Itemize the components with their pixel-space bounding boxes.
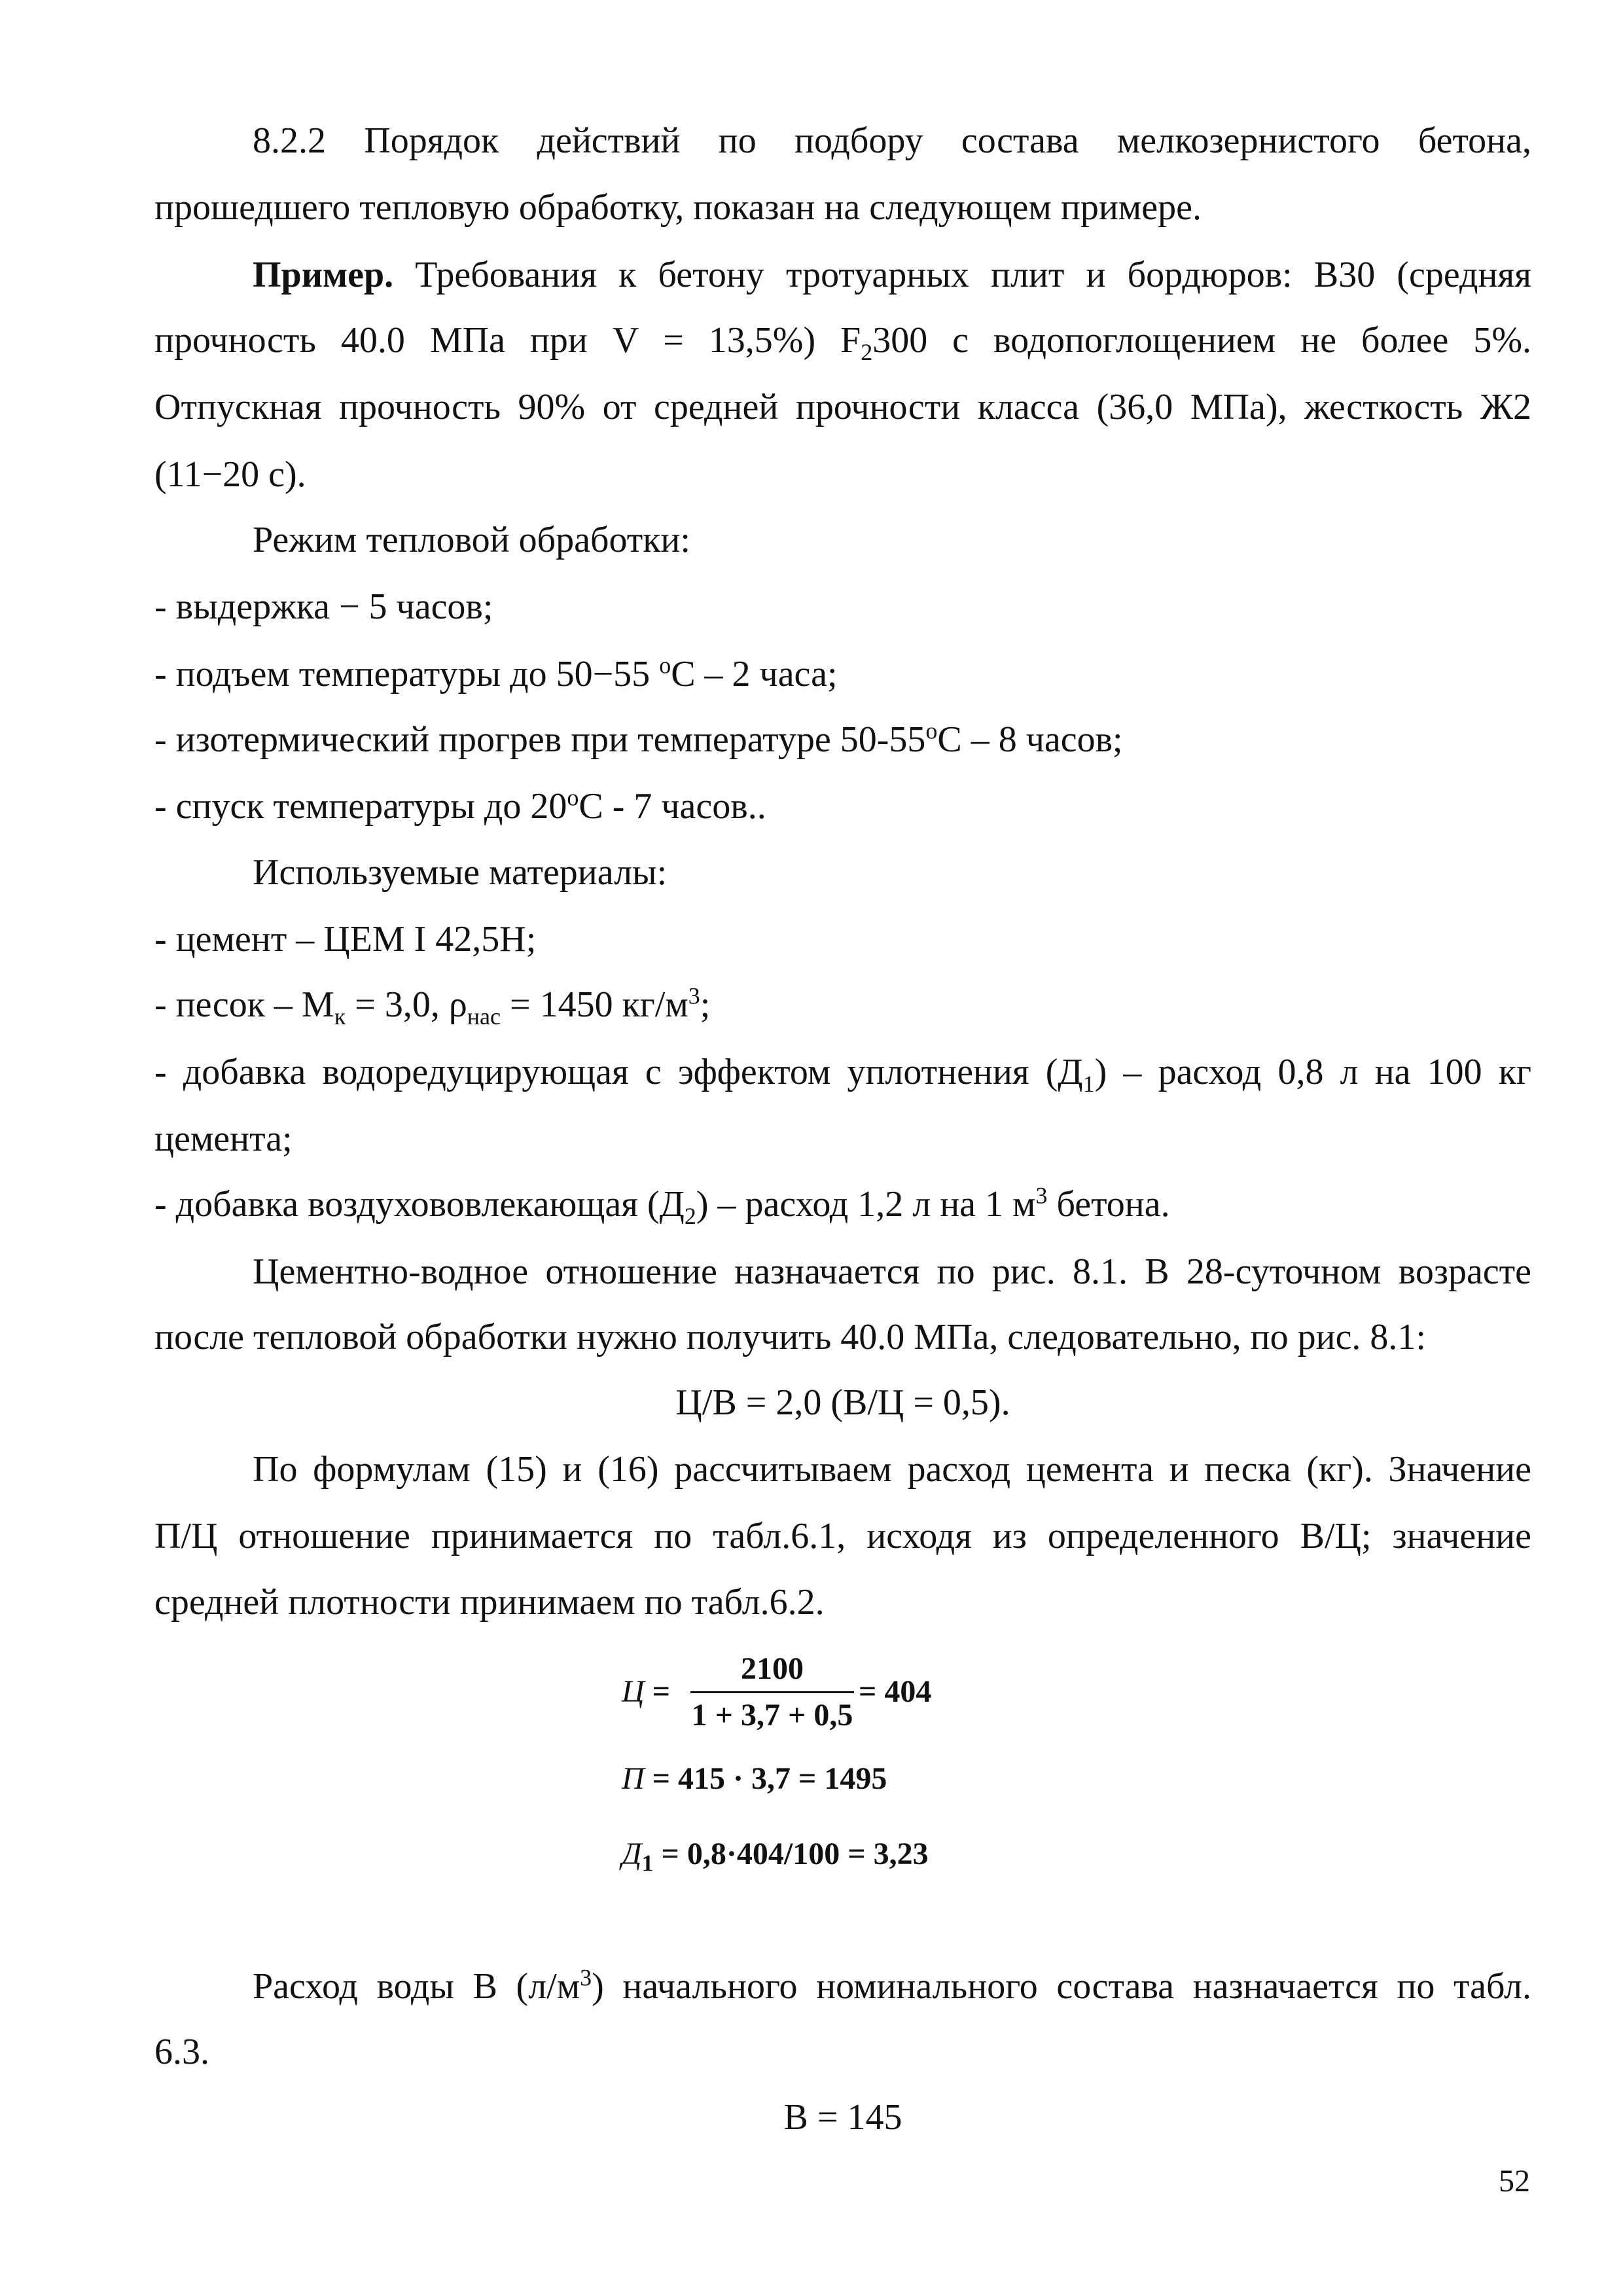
example-line-3: Отпускная прочность 90% от средней прочности класса (36,0 МПа), жесткость Ж2 xyxy=(154,387,1531,427)
water-line-1-sup: 3 xyxy=(580,1964,592,1991)
cement-denominator: 1 + 3,7 + 0,5 xyxy=(691,1698,853,1732)
sand-expression: = 415 · 3,7 = 1495 xyxy=(644,1761,887,1796)
example-line-2-a: прочность 40.0 МПа при V = 13,5%) F xyxy=(154,320,861,361)
water-line-1-b: ) начального номинального состава назначается по табл. xyxy=(592,1966,1532,2007)
formula-sand xyxy=(622,1759,887,1799)
materials-additive-1-line-2: цемента; xyxy=(154,1119,293,1159)
cement-symbol: Ц xyxy=(622,1674,645,1709)
water-line-1 xyxy=(253,1964,1531,2009)
additive-1-sub: 1 xyxy=(1082,1071,1095,1098)
sand-c: = 1450 кг/м xyxy=(501,984,688,1025)
sand-sub-1: к xyxy=(334,1003,346,1030)
example-line-4: (11−20 с). xyxy=(154,454,306,495)
water-result: В = 145 xyxy=(783,2097,902,2138)
heat-item-3-sup: о xyxy=(925,717,938,744)
heat-item-4-b: С - 7 часов.. xyxy=(579,786,766,827)
heat-item-2-sup: о xyxy=(659,652,671,679)
section-heading-line-2: прошедшего тепловую обработку, показан на следующем примере. xyxy=(154,187,1202,228)
formulas-intro-line-2: П/Ц отношение принимается по табл.6.1, исходя из определенного В/Ц; значение xyxy=(154,1516,1531,1556)
example-line-1 xyxy=(253,252,1531,298)
heat-item-3-b: С – 8 часов; xyxy=(937,719,1123,760)
section-heading-line-1: 8.2.2 Порядок действий по подбору состава мелкозернистого бетона, xyxy=(253,120,1531,161)
sand-sup: 3 xyxy=(688,982,700,1009)
formulas-intro-line-3: средней плотности принимаем по табл.6.2. xyxy=(154,1582,825,1623)
cement-numerator: 2100 xyxy=(690,1649,854,1693)
heat-treatment-heading: Режим тепловой обработки: xyxy=(253,520,690,560)
heat-item-2-b: С – 2 часа; xyxy=(671,654,838,694)
heat-treatment-item-4 xyxy=(154,783,1531,829)
example-line-2-sub: 2 xyxy=(861,339,873,366)
formula-cement-label xyxy=(622,1672,670,1712)
additive-2-sup: 3 xyxy=(1035,1182,1048,1209)
sand-symbol: П xyxy=(622,1761,645,1796)
water-line-1-a: Расход воды В (л/м xyxy=(253,1966,580,2007)
wc-ratio-result: Ц/В = 2,0 (В/Ц = 0,5). xyxy=(675,1382,1010,1423)
formula-additive xyxy=(622,1835,929,1874)
additive-1-a: - добавка водоредуцирующая с эффектом уплотнения (Д xyxy=(154,1052,1083,1092)
page-number: 52 xyxy=(1499,2164,1530,2198)
materials-cement: - цемент – ЦЕМ I 42,5Н; xyxy=(154,919,537,960)
heat-treatment-item-1: - выдержка − 5 часов; xyxy=(154,586,493,627)
additive-1-b: ) – расход 0,8 л на 100 кг xyxy=(1094,1052,1531,1092)
formula-cement-result: = 404 xyxy=(859,1674,932,1709)
materials-additive-2 xyxy=(154,1181,1531,1230)
sand-d: ; xyxy=(700,984,711,1025)
sand-sub-2: нас xyxy=(467,1003,501,1030)
additive-symbol-sub: 1 xyxy=(641,1850,654,1876)
heat-item-3-a: - изотермический прогрев при температуре 50-55 xyxy=(154,719,926,760)
sand-b: = 3,0, ρ xyxy=(346,984,467,1025)
formulas-intro-line-1: По формулам (15) и (16) рассчитываем расход цемента и песка (кг). Значение xyxy=(253,1449,1531,1490)
materials-sand xyxy=(154,982,1531,1028)
formula-cement-fraction xyxy=(690,1649,854,1735)
materials-additive-1 xyxy=(154,1049,1531,1098)
additive-2-sub: 2 xyxy=(684,1203,696,1230)
additive-2-c: бетона. xyxy=(1047,1184,1170,1225)
heat-item-4-a: - спуск температуры до 20 xyxy=(154,786,567,827)
additive-expression: = 0,8·404/100 = 3,23 xyxy=(653,1837,929,1871)
additive-2-b: ) – расход 1,2 л на 1 м xyxy=(696,1184,1036,1225)
example-line-1-text: Требования к бетону тротуарных плит и бордюров: В30 (средняя xyxy=(393,255,1531,295)
materials-heading: Используемые материалы: xyxy=(253,852,668,893)
cement-equals: = xyxy=(652,1674,671,1709)
heat-treatment-item-2 xyxy=(154,651,1531,697)
sand-a: - песок – М xyxy=(154,984,334,1025)
additive-symbol: Д xyxy=(622,1837,642,1871)
heat-item-2-a: - подъем температуры до 50−55 xyxy=(154,654,660,694)
heat-item-4-sup: о xyxy=(567,784,579,811)
example-label: Пример. xyxy=(253,255,394,295)
additive-2-a: - добавка воздухововлекающая (Д xyxy=(154,1184,685,1225)
example-line-2-b: 300 с водопоглощением не более 5%. xyxy=(872,320,1531,361)
heat-treatment-item-3 xyxy=(154,717,1531,762)
wc-ratio-line-1: Цементно-водное отношение назначается по рис. 8.1. В 28-суточном возрасте xyxy=(253,1251,1531,1292)
example-line-2 xyxy=(154,317,1531,366)
water-line-2: 6.3. xyxy=(154,2032,209,2072)
wc-ratio-line-2: после тепловой обработки нужно получить 40.0 МПа, следовательно, по рис. 8.1: xyxy=(154,1317,1426,1357)
